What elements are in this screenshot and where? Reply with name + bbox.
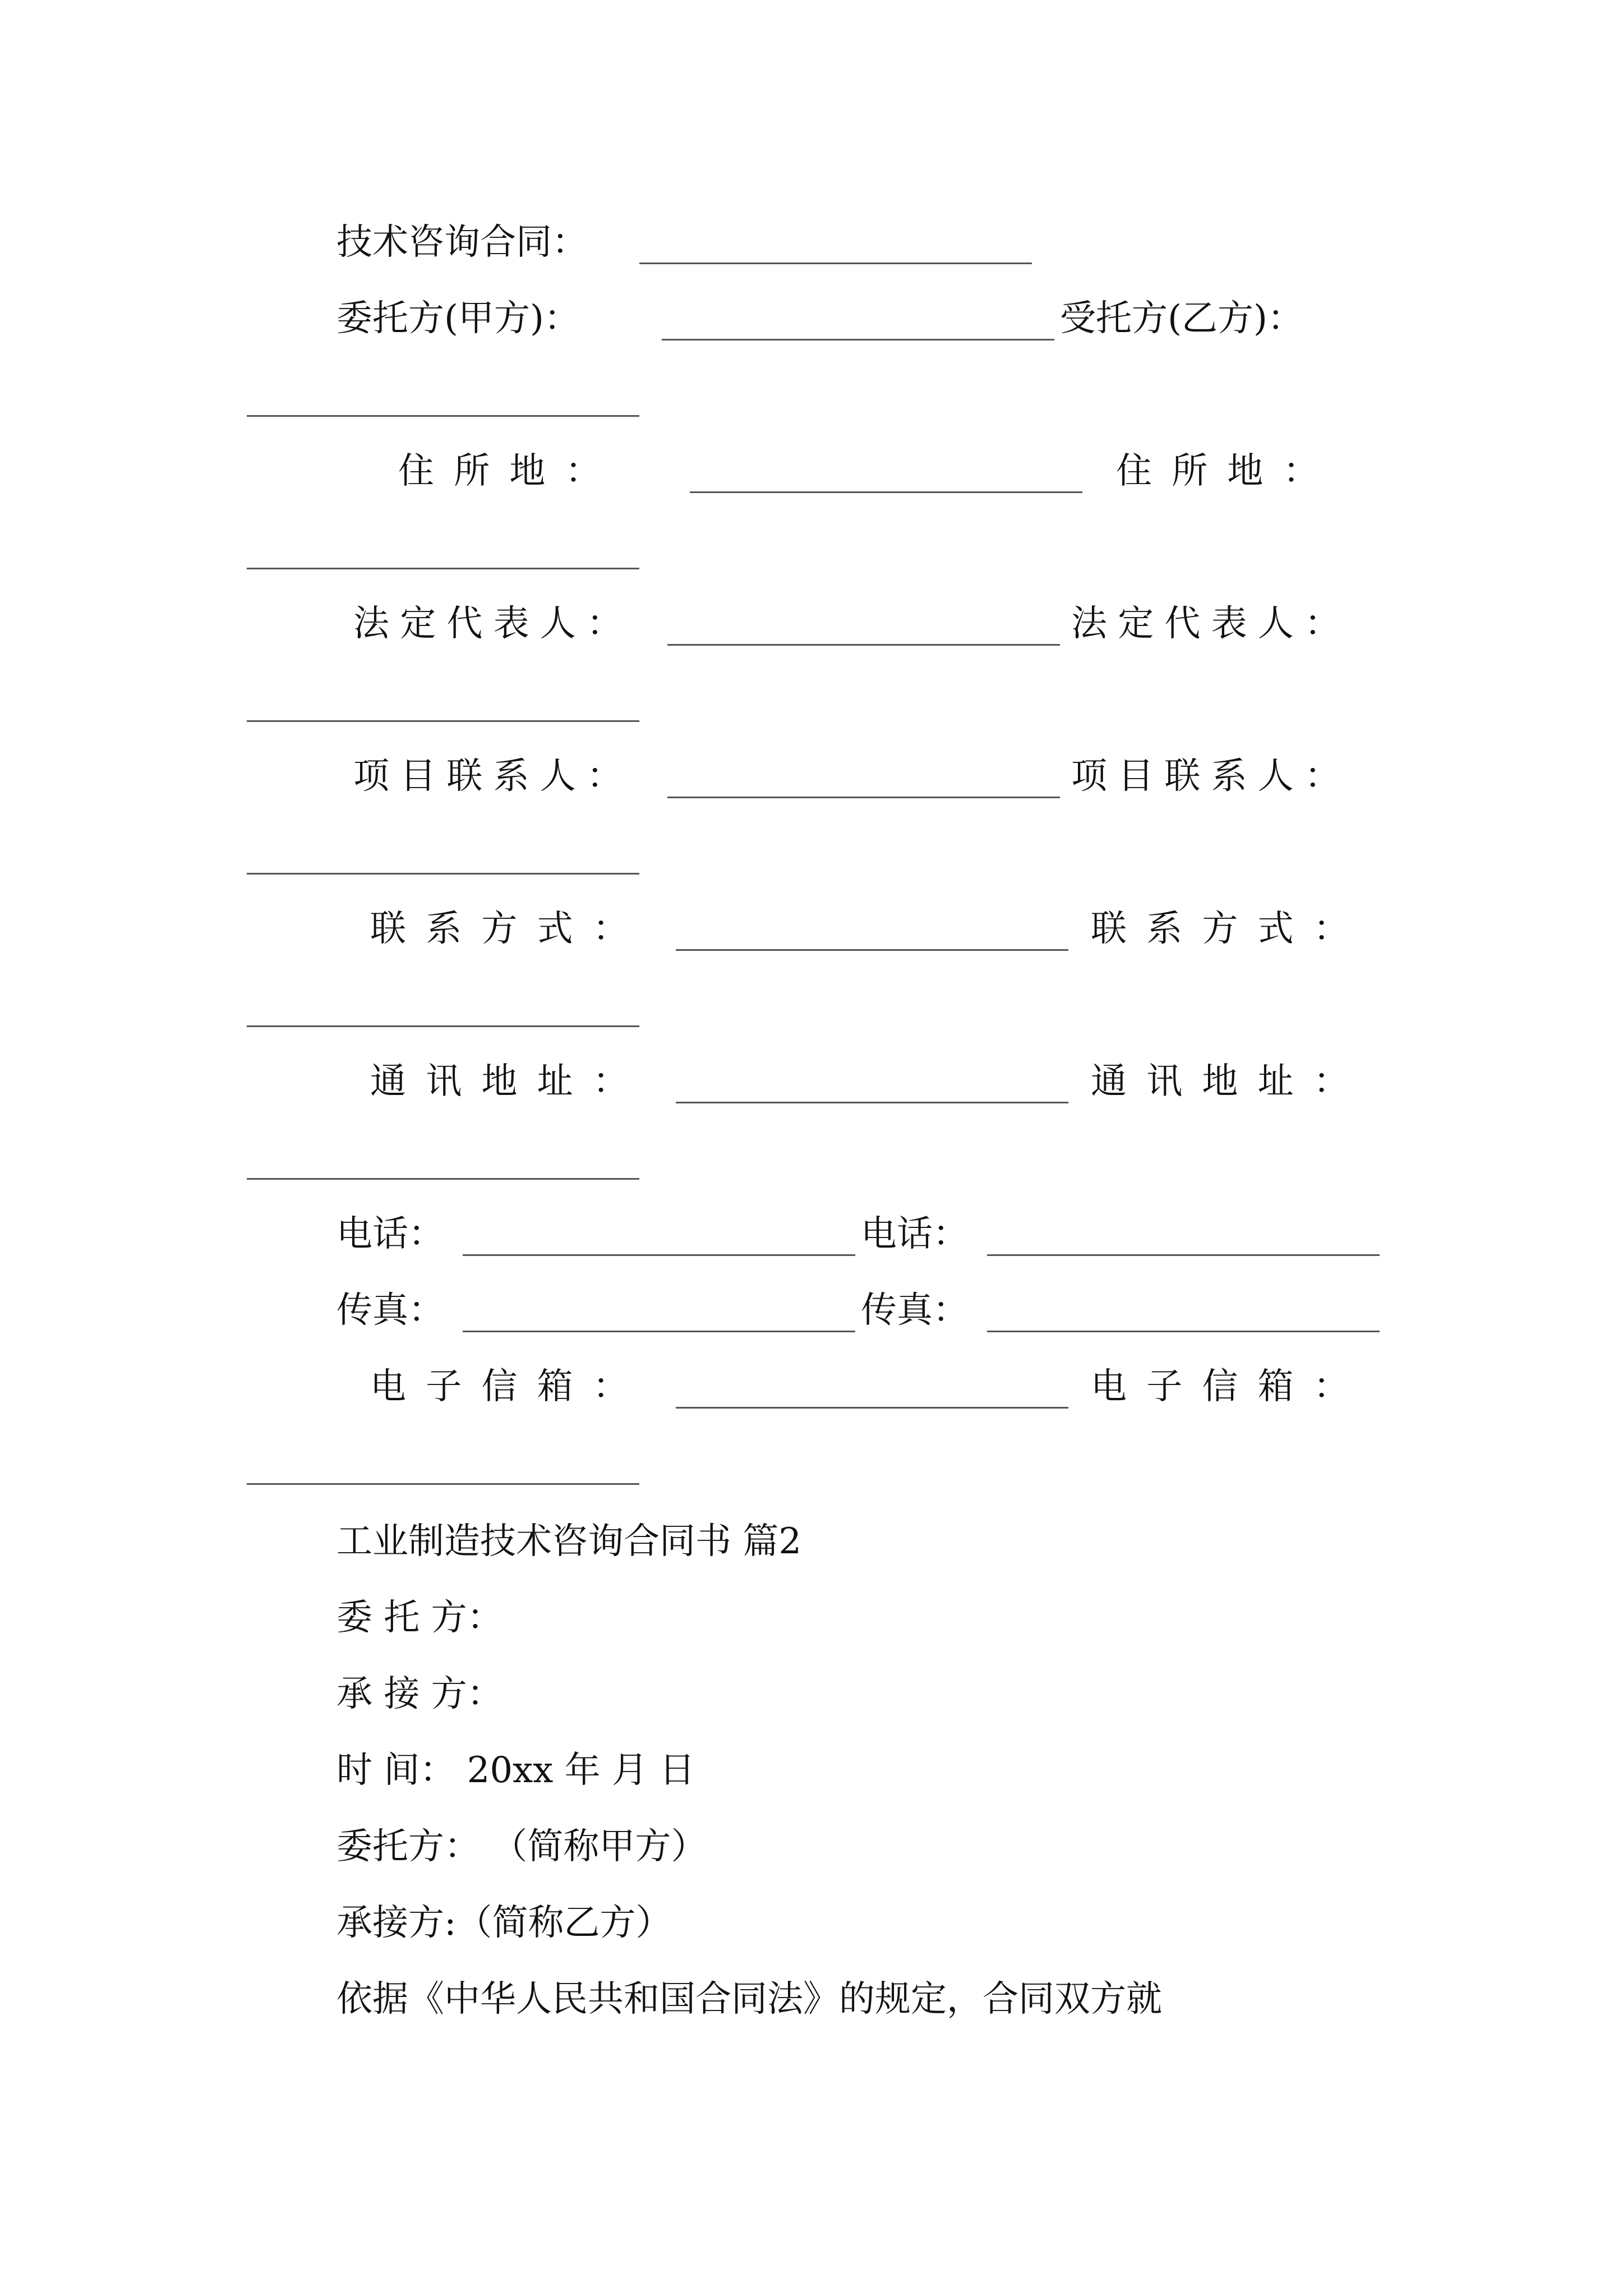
contractor-project-contact-blank[interactable] <box>247 873 639 875</box>
contractor-label: 受托方(乙方)： <box>1060 298 1303 339</box>
contractor-contact-method-label: 联系方式： <box>1091 908 1369 950</box>
contractor-blank[interactable] <box>247 415 639 417</box>
client-legal-rep-blank[interactable] <box>667 644 1060 646</box>
client-residence-blank[interactable] <box>690 491 1082 493</box>
contractor-phone-blank[interactable] <box>987 1254 1380 1256</box>
contractor-fax-blank[interactable] <box>987 1331 1380 1332</box>
client-contact-method-blank[interactable] <box>676 949 1068 951</box>
client-short: 委托方： （简称甲方） <box>336 1826 707 1867</box>
contractor-mail-address-label: 通讯地址： <box>1091 1061 1369 1102</box>
client-project-contact-blank[interactable] <box>667 797 1060 798</box>
contractor-residence-label: 住所地： <box>1116 450 1339 492</box>
client-phone-label: 电话： <box>336 1213 444 1255</box>
client-project-contact-label: 项目联系人： <box>353 756 634 797</box>
client-mail-address-label: 通讯地址： <box>370 1061 648 1102</box>
contractor-phone-label: 电话： <box>861 1213 969 1255</box>
contractor-fax-label: 传真： <box>861 1290 969 1331</box>
contract-name-blank[interactable] <box>639 263 1032 264</box>
undertaker-line: 承 接 方： <box>336 1673 503 1715</box>
client-contact-method-label: 联系方式： <box>370 908 648 950</box>
time-line: 时 间： 20xx 年 月 日 <box>336 1750 695 1791</box>
contractor-email-blank[interactable] <box>247 1483 639 1485</box>
contractor-contact-method-blank[interactable] <box>247 1025 639 1027</box>
contractor-residence-blank[interactable] <box>247 568 639 569</box>
client-email-label: 电子信箱： <box>370 1366 648 1407</box>
undertaker-short: 承接方:（简称乙方） <box>336 1902 672 1944</box>
basis-paragraph: 依据《中华人民共和国合同法》的规定，合同双方就 <box>336 1978 1162 2020</box>
client-fax-label: 传真： <box>336 1290 444 1331</box>
client-residence-label: 住所地： <box>398 450 621 492</box>
contract-label: 技术咨询合同： <box>336 222 588 263</box>
client-legal-rep-label: 法定代表人： <box>353 603 634 645</box>
client-mail-address-blank[interactable] <box>676 1102 1068 1103</box>
section-title: 工业制造技术咨询合同书 篇2 <box>336 1521 802 1562</box>
client-blank[interactable] <box>662 339 1054 341</box>
contractor-email-label: 电子信箱： <box>1091 1366 1369 1407</box>
client-phone-blank[interactable] <box>463 1254 855 1256</box>
client-label: 委托方(甲方)： <box>336 298 580 339</box>
contractor-legal-rep-blank[interactable] <box>247 720 639 722</box>
client-fax-blank[interactable] <box>463 1331 855 1332</box>
client-line: 委 托 方： <box>336 1597 503 1639</box>
contractor-legal-rep-label: 法定代表人： <box>1071 603 1352 645</box>
contractor-project-contact-label: 项目联系人： <box>1071 756 1352 797</box>
contractor-mail-address-blank[interactable] <box>247 1178 639 1180</box>
client-email-blank[interactable] <box>676 1407 1068 1409</box>
